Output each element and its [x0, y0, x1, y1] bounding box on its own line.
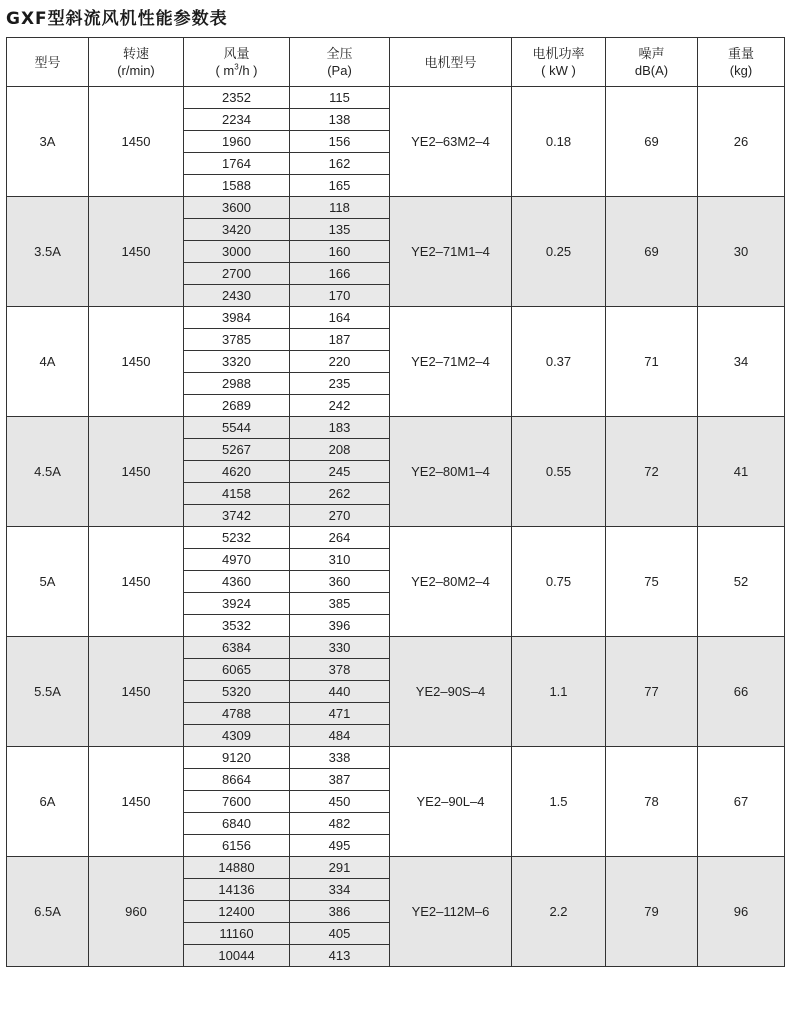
cell-flow: 1960 [184, 131, 290, 153]
cell-pressure: 235 [290, 373, 390, 395]
cell-motor: YE2–90S–4 [390, 637, 512, 747]
cell-flow: 8664 [184, 769, 290, 791]
cell-model: 3.5A [7, 197, 89, 307]
cell-motor: YE2–71M2–4 [390, 307, 512, 417]
cell-weight: 26 [698, 87, 785, 197]
cell-pressure: 334 [290, 879, 390, 901]
cell-pressure: 440 [290, 681, 390, 703]
cell-power: 0.37 [512, 307, 606, 417]
cell-speed: 1450 [89, 417, 184, 527]
cell-flow: 2689 [184, 395, 290, 417]
cell-motor: YE2–80M2–4 [390, 527, 512, 637]
cell-flow: 3600 [184, 197, 290, 219]
table-row [7, 747, 785, 769]
cell-noise: 79 [606, 857, 698, 967]
cell-flow: 3000 [184, 241, 290, 263]
cell-flow: 2430 [184, 285, 290, 307]
cell-model: 5.5A [7, 637, 89, 747]
cell-pressure: 378 [290, 659, 390, 681]
cell-flow: 1588 [184, 175, 290, 197]
cell-power: 1.5 [512, 747, 606, 857]
header-flow: 风量 ( $m^3/h$ ) [184, 38, 290, 87]
cell-pressure: 262 [290, 483, 390, 505]
cell-motor: YE2–63M2–4 [390, 87, 512, 197]
cell-flow: 12400 [184, 901, 290, 923]
cell-model: 4.5A [7, 417, 89, 527]
cell-noise: 78 [606, 747, 698, 857]
cell-noise: 72 [606, 417, 698, 527]
table-row [7, 417, 785, 439]
cell-pressure: 170 [290, 285, 390, 307]
cell-pressure: 118 [290, 197, 390, 219]
cell-pressure: 208 [290, 439, 390, 461]
cell-noise: 77 [606, 637, 698, 747]
cell-pressure: 484 [290, 725, 390, 747]
cell-power: 1.1 [512, 637, 606, 747]
cell-pressure: 471 [290, 703, 390, 725]
header-power: 电机功率 ( kW ) [512, 38, 606, 87]
cell-pressure: 396 [290, 615, 390, 637]
cell-pressure: 242 [290, 395, 390, 417]
cell-pressure: 330 [290, 637, 390, 659]
fan-spec-table [6, 37, 785, 967]
header-model: 型号 [7, 38, 89, 87]
cell-flow: 6384 [184, 637, 290, 659]
header-motor: 电机型号 [390, 38, 512, 87]
cell-noise: 69 [606, 197, 698, 307]
cell-motor: YE2–112M–6 [390, 857, 512, 967]
cell-pressure: 138 [290, 109, 390, 131]
cell-pressure: 385 [290, 593, 390, 615]
cell-pressure: 183 [290, 417, 390, 439]
page-title: GXF型斜流风机性能参数表 [6, 9, 228, 29]
cell-model: 6.5A [7, 857, 89, 967]
cell-pressure: 162 [290, 153, 390, 175]
cell-flow: 5544 [184, 417, 290, 439]
cell-flow: 2234 [184, 109, 290, 131]
cell-power: 2.2 [512, 857, 606, 967]
cell-pressure: 187 [290, 329, 390, 351]
cell-flow: 9120 [184, 747, 290, 769]
cell-speed: 1450 [89, 637, 184, 747]
cell-pressure: 495 [290, 835, 390, 857]
cell-pressure: 220 [290, 351, 390, 373]
cell-flow: 1764 [184, 153, 290, 175]
cell-speed: 960 [89, 857, 184, 967]
cell-pressure: 270 [290, 505, 390, 527]
cell-flow: 2988 [184, 373, 290, 395]
cell-flow: 6065 [184, 659, 290, 681]
cell-flow: 6840 [184, 813, 290, 835]
cell-noise: 75 [606, 527, 698, 637]
cell-pressure: 450 [290, 791, 390, 813]
cell-pressure: 387 [290, 769, 390, 791]
cell-weight: 34 [698, 307, 785, 417]
cell-weight: 67 [698, 747, 785, 857]
header-weight: 重量 (kg) [698, 38, 785, 87]
cell-flow: 3742 [184, 505, 290, 527]
cell-flow: 14880 [184, 857, 290, 879]
cell-model: 4A [7, 307, 89, 417]
cell-weight: 41 [698, 417, 785, 527]
cell-pressure: 291 [290, 857, 390, 879]
cell-model: 3A [7, 87, 89, 197]
cell-speed: 1450 [89, 87, 184, 197]
table-row [7, 527, 785, 549]
cell-speed: 1450 [89, 747, 184, 857]
cell-speed: 1450 [89, 197, 184, 307]
cell-motor: YE2–90L–4 [390, 747, 512, 857]
cell-pressure: 166 [290, 263, 390, 285]
cell-flow: 3320 [184, 351, 290, 373]
cell-pressure: 115 [290, 87, 390, 109]
table-header [7, 38, 785, 87]
cell-pressure: 164 [290, 307, 390, 329]
cell-pressure: 160 [290, 241, 390, 263]
cell-speed: 1450 [89, 307, 184, 417]
cell-flow: 2700 [184, 263, 290, 285]
cell-flow: 10044 [184, 945, 290, 967]
cell-flow: 4158 [184, 483, 290, 505]
cell-model: 6A [7, 747, 89, 857]
cell-pressure: 413 [290, 945, 390, 967]
cell-flow: 5320 [184, 681, 290, 703]
cell-weight: 66 [698, 637, 785, 747]
cell-power: 0.18 [512, 87, 606, 197]
cell-pressure: 360 [290, 571, 390, 593]
cell-flow: 3420 [184, 219, 290, 241]
cell-model: 5A [7, 527, 89, 637]
cell-pressure: 245 [290, 461, 390, 483]
header-pressure: 全压 (Pa) [290, 38, 390, 87]
cell-motor: YE2–80M1–4 [390, 417, 512, 527]
cell-flow: 5232 [184, 527, 290, 549]
cell-flow: 4788 [184, 703, 290, 725]
cell-flow: 3984 [184, 307, 290, 329]
cell-flow: 3924 [184, 593, 290, 615]
cell-pressure: 386 [290, 901, 390, 923]
cell-weight: 96 [698, 857, 785, 967]
cell-weight: 52 [698, 527, 785, 637]
cell-flow: 3785 [184, 329, 290, 351]
cell-speed: 1450 [89, 527, 184, 637]
cell-pressure: 156 [290, 131, 390, 153]
cell-power: 0.75 [512, 527, 606, 637]
header-speed: 转速 (r/min) [89, 38, 184, 87]
table-body [7, 87, 785, 967]
table-row [7, 307, 785, 329]
cell-flow: 4620 [184, 461, 290, 483]
cell-flow: 5267 [184, 439, 290, 461]
cell-noise: 71 [606, 307, 698, 417]
cell-weight: 30 [698, 197, 785, 307]
cell-flow: 3532 [184, 615, 290, 637]
cell-power: 0.25 [512, 197, 606, 307]
cell-flow: 6156 [184, 835, 290, 857]
cell-pressure: 405 [290, 923, 390, 945]
cell-pressure: 482 [290, 813, 390, 835]
table-row [7, 637, 785, 659]
table-row [7, 197, 785, 219]
cell-power: 0.55 [512, 417, 606, 527]
cell-pressure: 165 [290, 175, 390, 197]
table-row [7, 857, 785, 879]
cell-noise: 69 [606, 87, 698, 197]
cell-motor: YE2–71M1–4 [390, 197, 512, 307]
cell-pressure: 310 [290, 549, 390, 571]
cell-flow: 11160 [184, 923, 290, 945]
cell-flow: 2352 [184, 87, 290, 109]
cell-flow: 4970 [184, 549, 290, 571]
cell-flow: 14136 [184, 879, 290, 901]
cell-pressure: 338 [290, 747, 390, 769]
table-row [7, 87, 785, 109]
cell-flow: 4309 [184, 725, 290, 747]
cell-pressure: 264 [290, 527, 390, 549]
cell-pressure: 135 [290, 219, 390, 241]
cell-flow: 7600 [184, 791, 290, 813]
cell-flow: 4360 [184, 571, 290, 593]
header-noise: 噪声 dB(A) [606, 38, 698, 87]
